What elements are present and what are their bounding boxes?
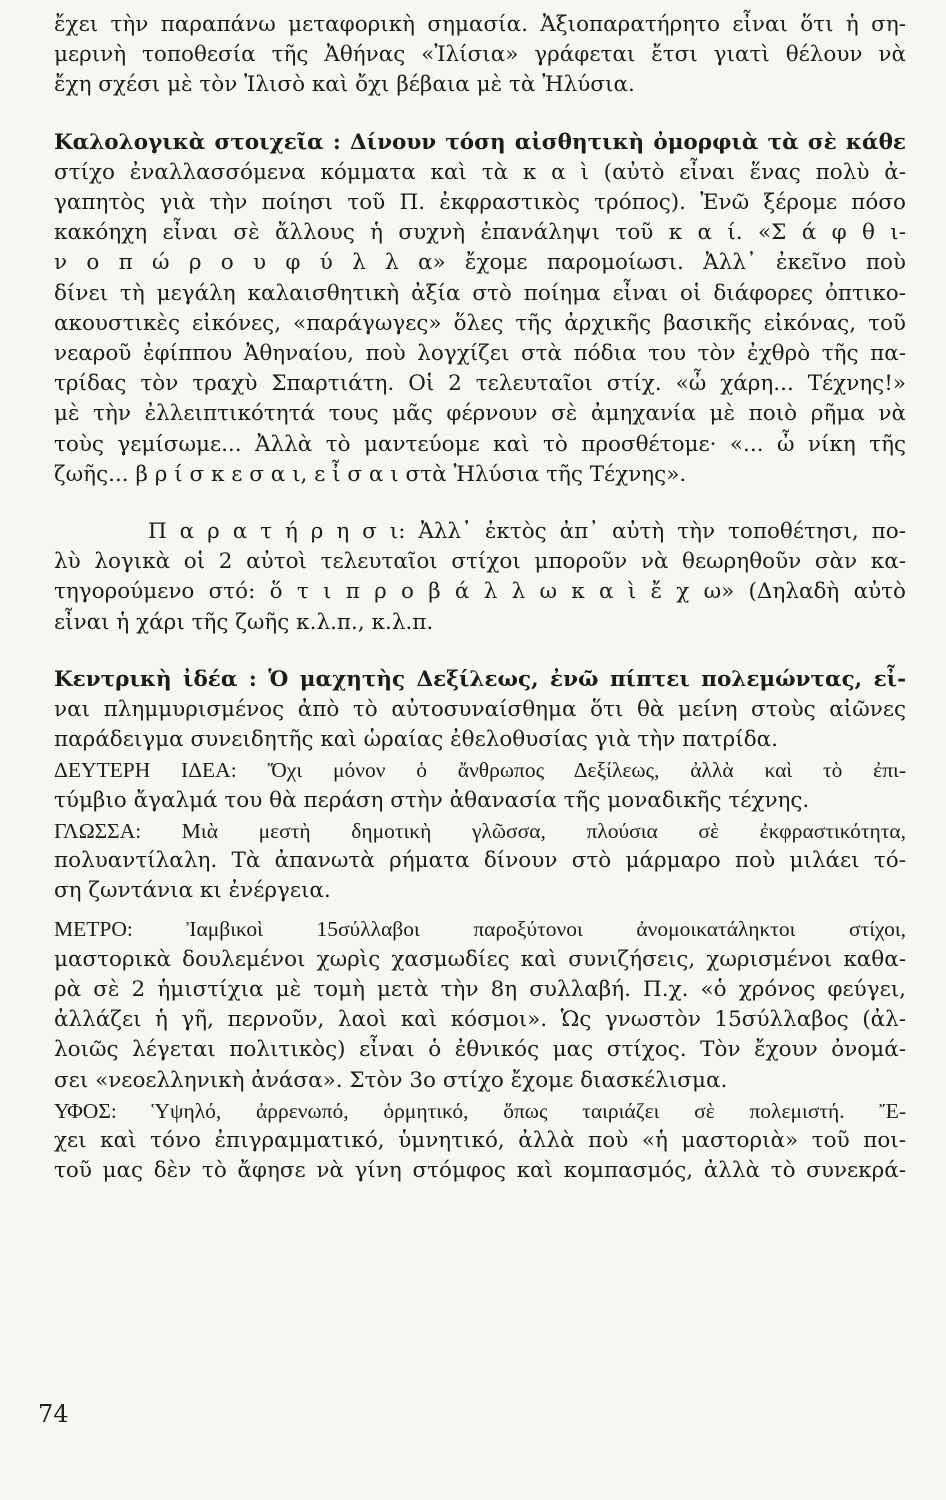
text-line: δίνει τὴ μεγάλη καλαισθητικὴ ἀξία στὸ ποίημα εἶναι οἱ διάφορες ὀπτικο- [54,280,906,306]
text-line: λὺ λογικὰ οἱ 2 αὐτοὶ τελευταῖοι στίχοι μποροῦν νὰ θεωρηθοῦν σὰν κα- [54,549,906,575]
text-line: τοὺς γεμίσωμε... Ἀλλὰ τὸ μαντεύομε καὶ τὸ προσθέτομε· «... ὦ νίκη τῆς [54,431,906,457]
section-glossa: ΓΛΩΣΣΑ: Μιὰ μεστὴ δημοτικὴ γλῶσσα, πλούσια σὲ ἐκφραστικότητα, [54,818,906,843]
text-line: τοῦ μας δὲν τὸ ἄφησε νὰ γίνη στόμφος καὶ κομπασμός, ἀλλὰ τὸ συνεκρά- [54,1158,906,1184]
text-line: τρίδας τὸν τραχὺ Σπαρτιάτη. Οἱ 2 τελευταῖοι στίχ. «ὦ χάρη... Τέχνης!» [54,371,906,397]
section-yfos: ΥΦΟΣ: Ὑψηλό, ἀρρενωπό, ὁρμητικό, ὅπως ταιριάζει σὲ πολεμιστή. Ἔ- [54,1098,906,1123]
text-line: κακόηχη εἶναι σὲ ἄλλους ἡ συχνὴ ἐπανάληψι τοῦ κ α ί. «Σ ά φ θ ι- [54,220,906,246]
text-line: ἔχει τὴν παραπάνω μεταφορικὴ σημασία. Ἀξιοπαρατήρητο εἶναι ὅτι ἡ ση- [54,12,906,37]
text-line: μαστορικὰ δουλεμένοι χωρὶς χασμωδίες καὶ συνιζήσεις, χωρισμένοι καθα- [54,946,906,972]
text-line: τύμβιο ἄγαλμά του θὰ περάση στὴν ἀθανασία τῆς μοναδικῆς τέχνης. [54,787,810,813]
text-line: χει καὶ τόνο ἐπιγραμματικό, ὑμνητικό, ἀλλὰ ποὺ «ἡ μαστοριὰ» τοῦ ποι- [54,1127,906,1153]
text-line: ρὰ σὲ 2 ἡμιστίχια μὲ τομὴ μετὰ τὴν 8η συλλαβή. Π.χ. «ὁ χρόνος φεύγει, [54,976,906,1002]
section-paratirisi: Π α ρ α τ ή ρ η σ ι: Ἀλλ᾽ ἐκτὸς ἀπ᾽ αὐτὴ τὴν τοποθέτησι, πο- [148,519,906,545]
text-line: εἶναι ἡ χάρι τῆς ζωῆς κ.λ.π., κ.λ.π. [54,609,434,635]
text-line: νεαροῦ ἐφίππου Ἀθηναίου, ποὺ λογχίζει στὰ πόδια του τὸν ἐχθρὸ τῆς πα- [54,341,906,367]
text-line: μὲ τὴν ἐλλειπτικότητά τους μᾶς φέρνουν σὲ ἀμηχανία μὲ ποιὸ ρῆμα νὰ [54,401,906,427]
text-line: ση ζωντάνια κι ἐνέργεια. [54,878,331,904]
text-line: παράδειγμα συνειδητῆς καὶ ὡραίας ἐθελοθυσίας γιὰ τὴν πατρίδα. [54,727,779,753]
section-metro: ΜΕΤΡΟ: Ἰαμβικοὶ 15σύλλαβοι παροξύτονοι ἀνομοικατάληκτοι στίχοι, [54,917,906,942]
text-line: γαπητὸς γιὰ τὴν ποίησι τοῦ Π. ἐκφραστικὸς τρόπος). Ἐνῶ ξέρομε πόσο [54,190,906,216]
text-line: ναι πλημμυρισμένος ἀπὸ τὸ αὐτοσυναίσθημα ὅτι θὰ μείνη στοὺς αἰῶνες [54,697,906,723]
text-line: στίχο ἐναλλασσόμενα κόμματα καὶ τὰ κ α ὶ (αὐτὸ εἶναι ἕνας πολὺ ἀ- [54,159,906,185]
section-kentriki-idea: Κεντρικὴ ἰδέα : Ὁ μαχητὴς Δεξίλεως, ἐνῶ πίπτει πολεμώντας, εἶ- [54,666,906,692]
text-line: ἀλλάζει ἡ γῆ, περνοῦν, λαοὶ καὶ κόσμοι». Ὡς γνωστὸν 15σύλλαβος (ἀλ- [54,1007,906,1033]
page-number: 74 [38,1400,69,1428]
text-line: μερινὴ τοποθεσία τῆς Ἀθήνας «Ἰλίσια» γράφεται ἔτσι γιατὶ θέλουν νὰ [54,42,906,68]
text-line: ν ο π ώ ρ ο υ φ ύ λ λ α» ἔχομε παρομοίωσι. Ἀλλ᾽ ἐκεῖνο ποὺ [54,250,906,276]
text-line: ἔχη σχέσι μὲ τὸν Ἰλισὸ καὶ ὄχι βέβαια μὲ τὰ Ἠλύσια. [54,72,635,98]
text-line: πολυαντίλαλη. Τὰ ἀπανωτὰ ρήματα δίνουν στὸ μάρμαρο ποὺ μιλάει τό- [54,848,906,874]
body-text [54,10,906,1186]
text-line: λοιῶς λέγεται πολιτικὸς) εἶναι ὁ ἐθνικός μας στίχος. Τὸν ἔχουν ὀνομά- [54,1037,906,1063]
section-defteri-idea: ΔΕΥΤΕΡΗ ΙΔΕΑ: Ὄχι μόνον ὁ ἄνθρωπος Δεξίλεως, ἀλλὰ καὶ τὸ ἐπι- [54,758,906,783]
text-line: τηγορούμενο στό: ὅ τ ι π ρ ο β ά λ λ ω κ α ὶ ἔ χ ω» (Δηλαδὴ αὐτὸ [54,579,906,605]
text-line: ζωῆς... β ρ ί σ κ ε σ α ι, ε ἶ σ α ι στὰ Ἠλύσια τῆς Τέχνης». [54,461,687,487]
text-line: σει «νεοελληνικὴ ἀνάσα». Στὸν 3ο στίχο ἔχομε διασκέλισμα. [54,1067,728,1093]
text-line: ακουστικὲς εἰκόνες, «παράγωγες» ὅλες τῆς ἀρχικῆς βασικῆς εἰκόνας, τοῦ [54,310,906,336]
section-kalologika: Καλολογικὰ στοιχεῖα : Δίνουν τόση αἰσθητικὴ ὀμορφιὰ τὰ σὲ κάθε [54,129,906,155]
